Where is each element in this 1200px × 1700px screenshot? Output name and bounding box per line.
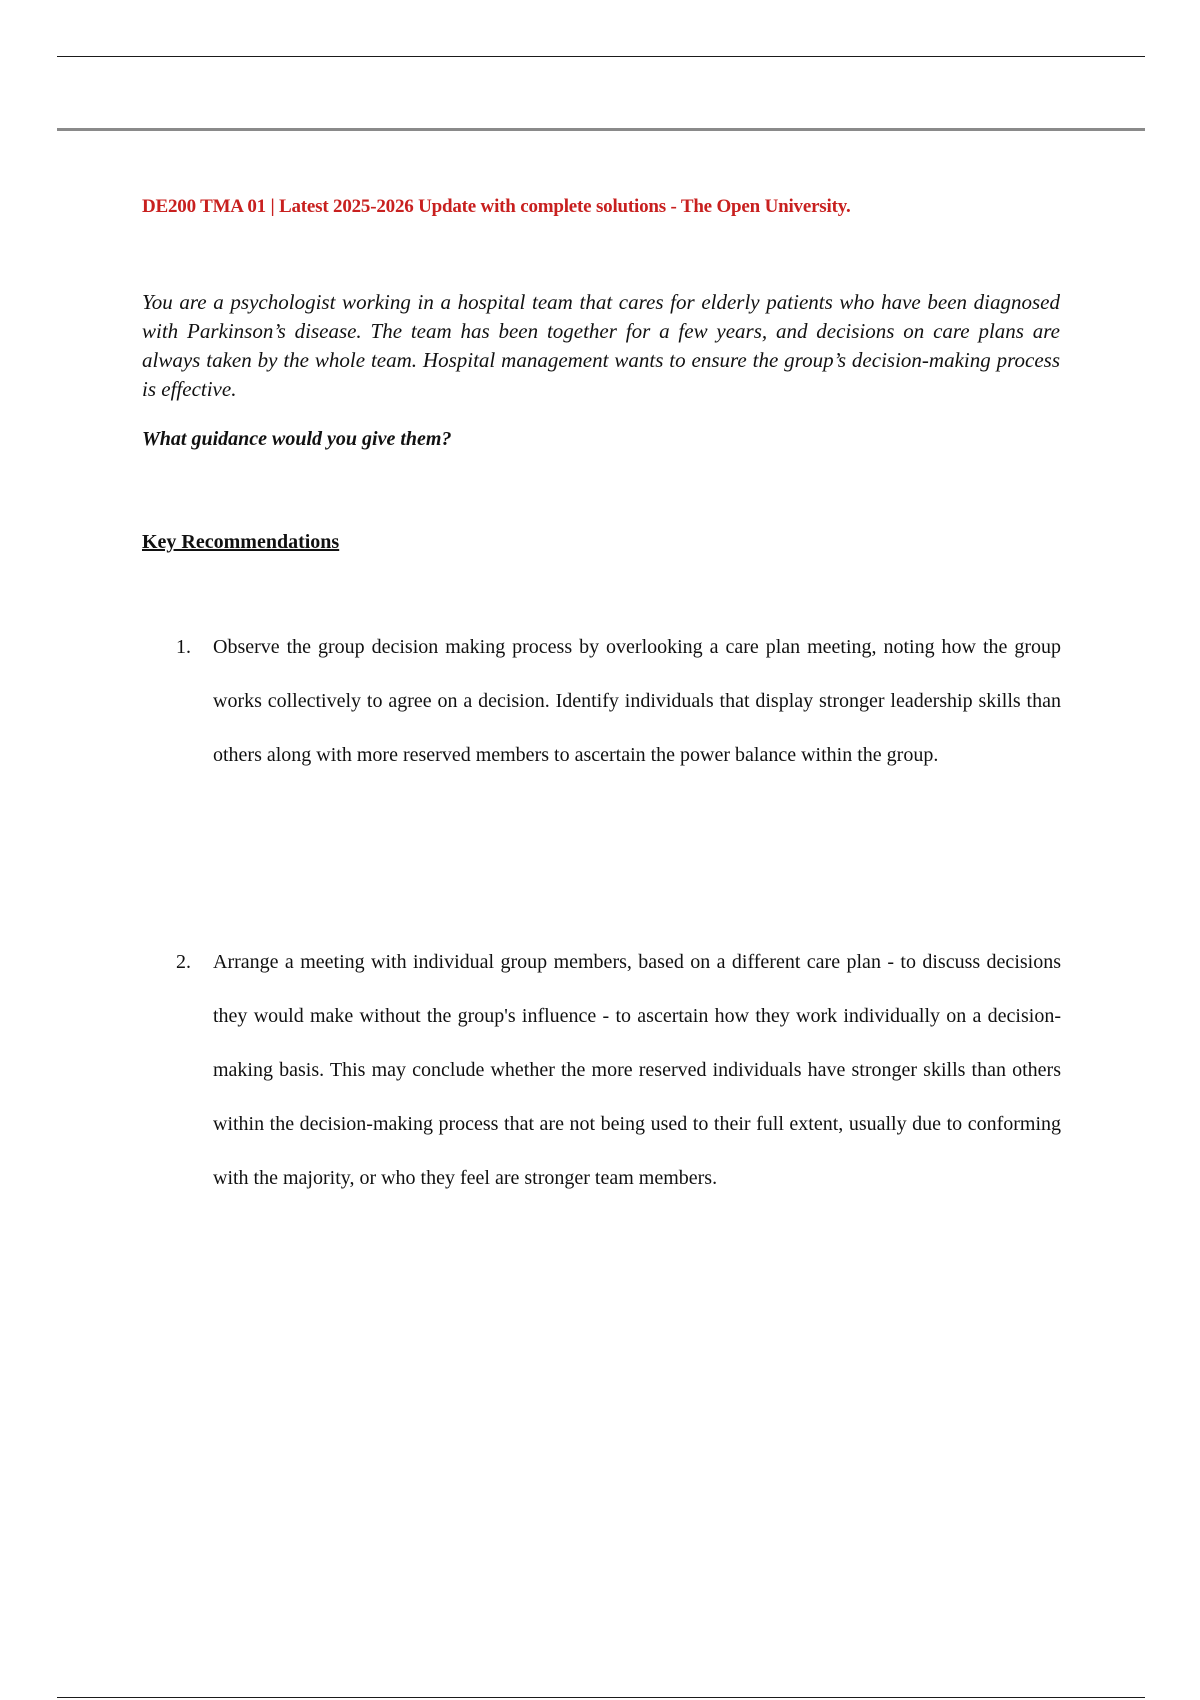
- list-item-text: Observe the group decision making process by overlooking a care plan meeting, noting how the group works collectively to agree on a decision. Identify individuals that display stronger leadership skills than others along with more reserved members to ascertain the power balance within the group.: [213, 636, 1061, 766]
- header-rule: [57, 128, 1145, 131]
- list-item-number: 2.: [176, 951, 191, 973]
- section-heading: Key Recommendations: [142, 531, 340, 553]
- list-item-number: 1.: [176, 636, 191, 658]
- scenario-prompt: You are a psychologist working in a hospital team that cares for elderly patients who have been diagnosed with Parkinson’s disease. The team has been together for a few years, and decisions on care plans are always taken by the whole team. Hospital management wants to ensure the group’s decision-making process is effective.: [142, 290, 1060, 401]
- top-rule: [57, 56, 1145, 57]
- document-title: DE200 TMA 01 | Latest 2025-2026 Update with complete solutions - The Open University.: [142, 196, 851, 217]
- list-item-text: Arrange a meeting with individual group members, based on a different care plan - to discuss decisions they would make without the group's influence - to ascertain how they work individually on a decision-making basis. This may conclude whether the more reserved individuals have stronger skills than others within the decision-making process that are not being used to their full extent, usually due to conforming with the majority, or who they feel are stronger team members.: [213, 951, 1061, 1189]
- guidance-question: What guidance would you give them?: [142, 428, 452, 450]
- bottom-rule: [57, 1697, 1145, 1698]
